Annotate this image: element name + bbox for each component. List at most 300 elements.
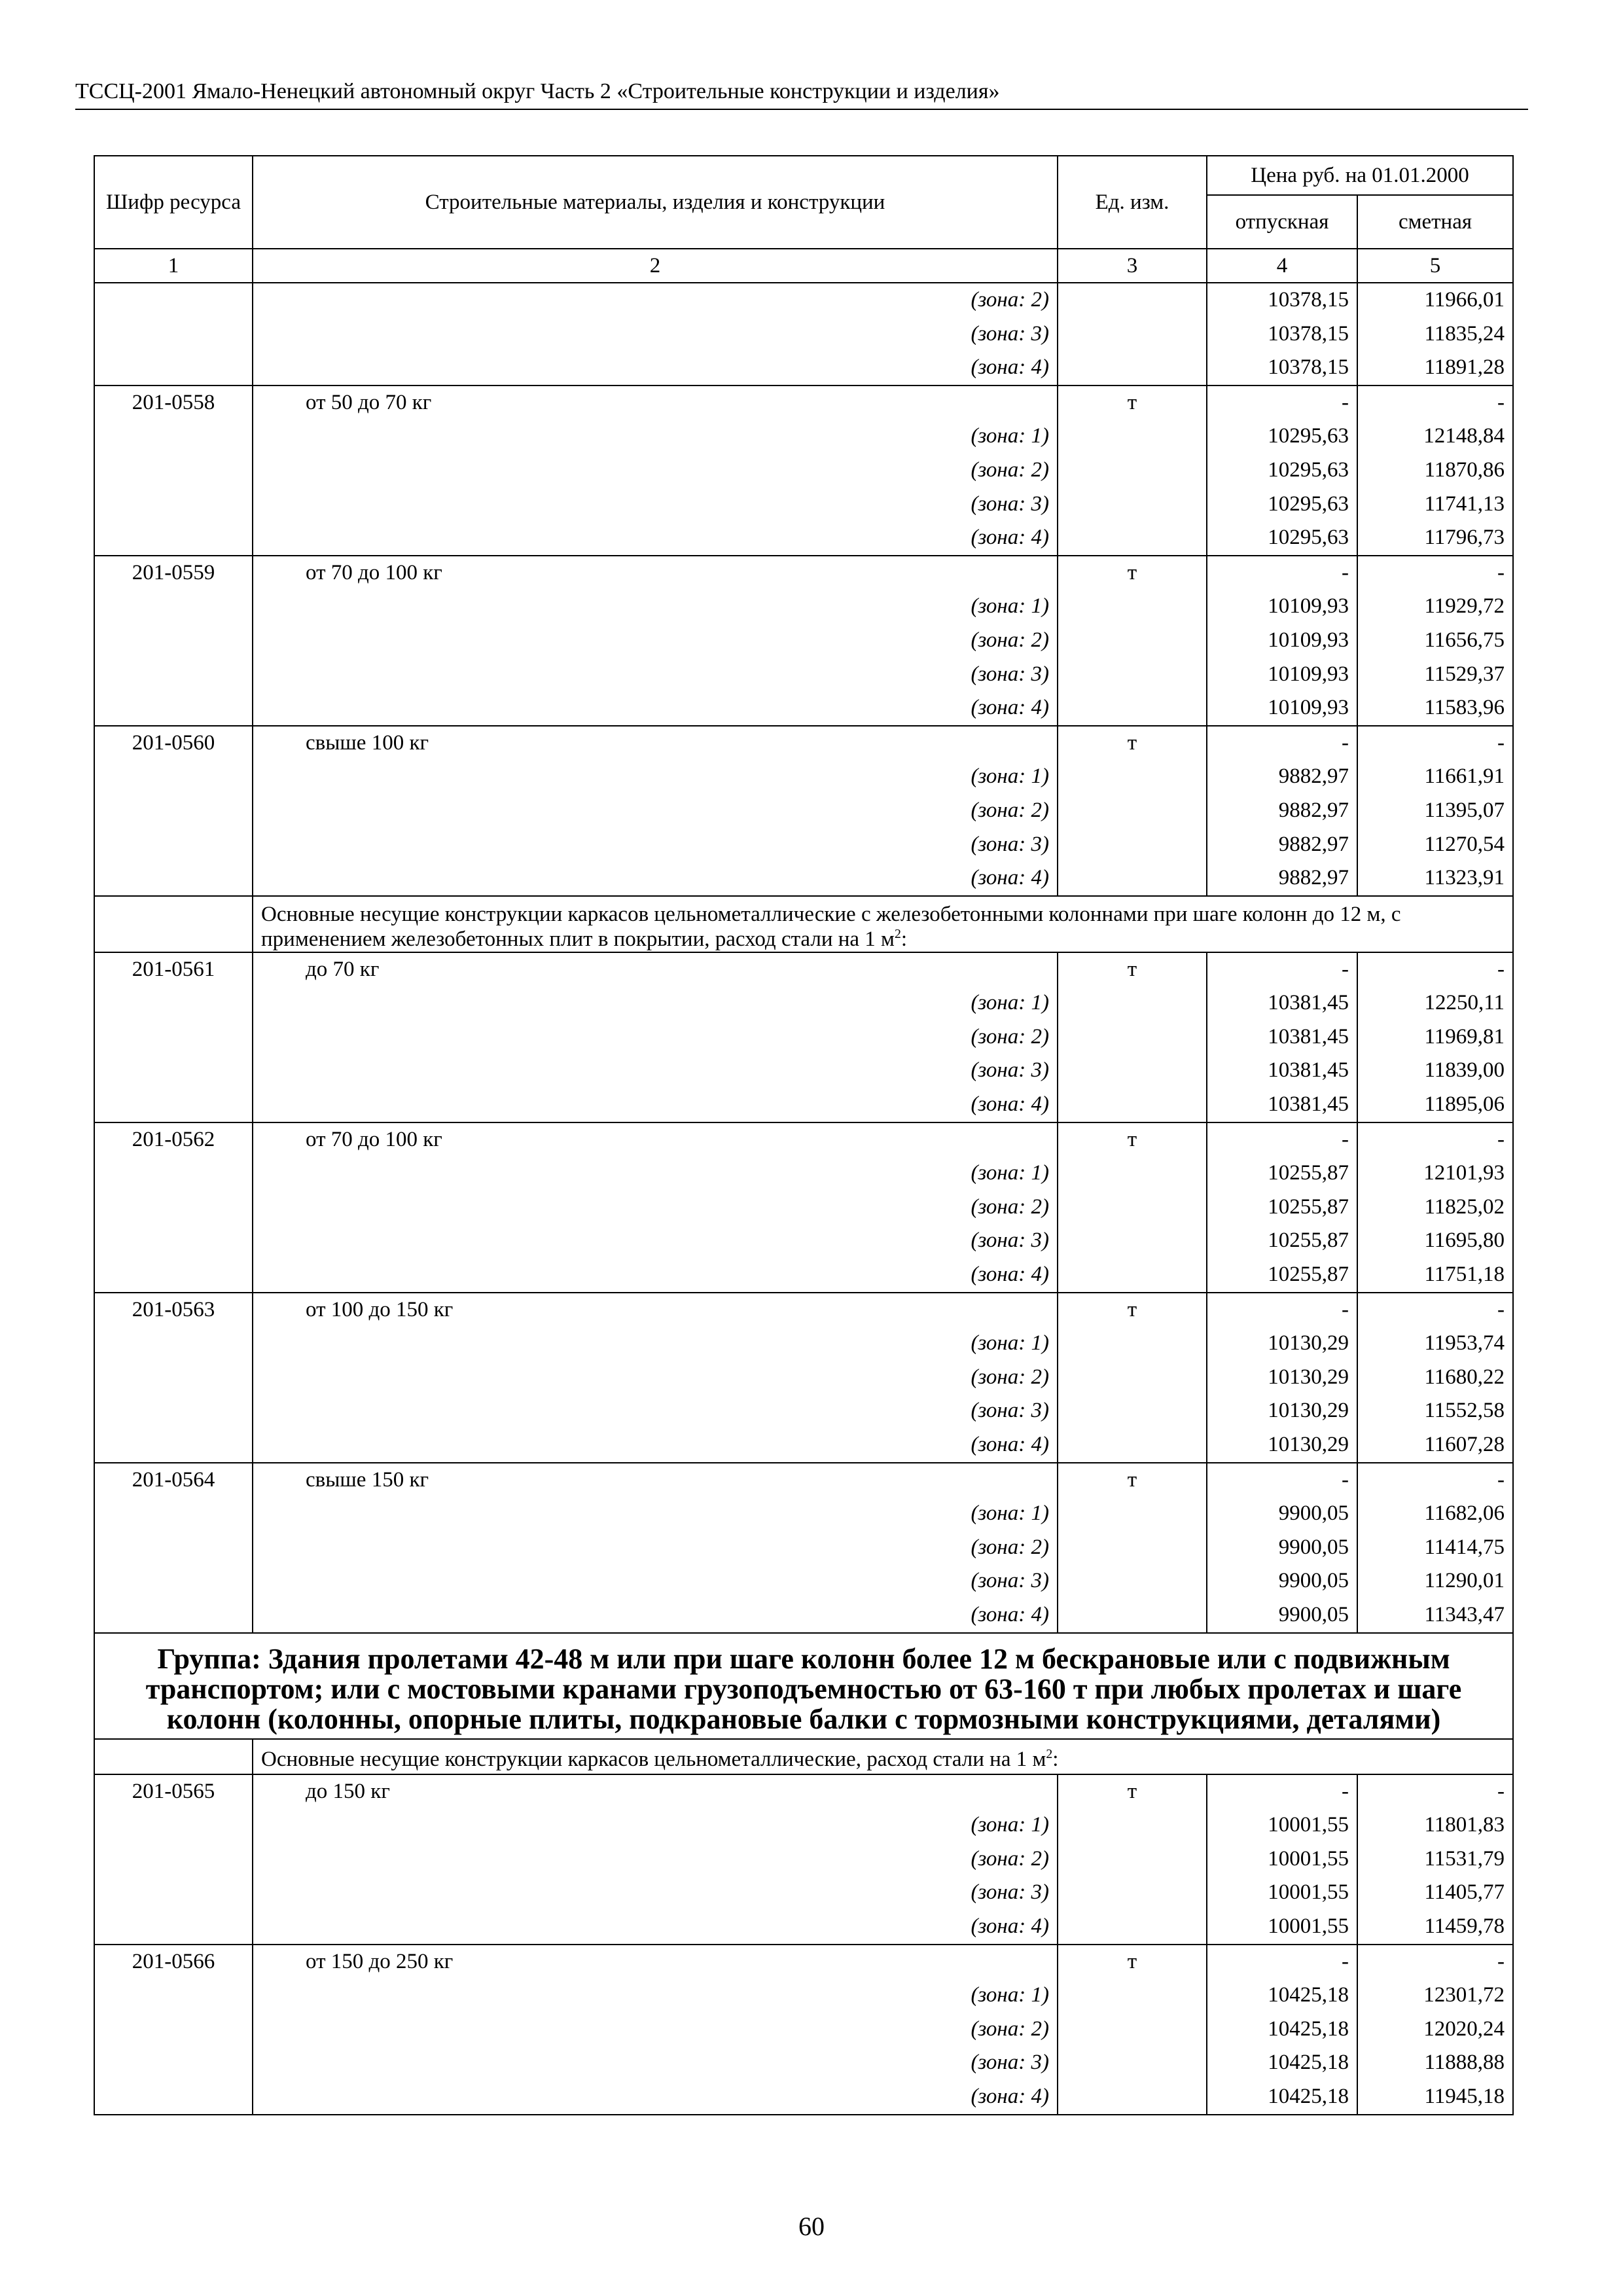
table-row xyxy=(94,590,1513,624)
code-cell xyxy=(94,1910,253,1945)
estimate-price: 11945,18 xyxy=(1357,2080,1513,2115)
zone-label: (зона: 4) xyxy=(253,2080,1058,2115)
table-row xyxy=(94,760,1513,794)
table-row xyxy=(94,1808,1513,1842)
code-cell xyxy=(94,1564,253,1598)
code-cell xyxy=(94,986,253,1020)
release-price: - xyxy=(1207,1774,1357,1809)
resource-code: 201-0561 xyxy=(94,952,253,987)
estimate-price: 11891,28 xyxy=(1357,351,1513,386)
release-price: 10295,63 xyxy=(1207,488,1357,522)
estimate-price: 11680,22 xyxy=(1357,1361,1513,1395)
release-price: 10381,45 xyxy=(1207,1020,1357,1054)
code-cell xyxy=(94,283,253,317)
table-row xyxy=(94,1598,1513,1633)
release-price: 10109,93 xyxy=(1207,590,1357,624)
unit-cell xyxy=(1058,986,1207,1020)
estimate-price: 12101,93 xyxy=(1357,1157,1513,1191)
resource-name: от 70 до 100 кг xyxy=(253,1122,1058,1157)
release-price: 9900,05 xyxy=(1207,1598,1357,1633)
header-col-number: 2 xyxy=(253,249,1058,283)
release-price: - xyxy=(1207,1122,1357,1157)
zone-label: (зона: 3) xyxy=(253,1224,1058,1258)
table-row xyxy=(94,1258,1513,1293)
table-row xyxy=(94,828,1513,862)
unit-cell xyxy=(1058,1808,1207,1842)
estimate-price: 11888,88 xyxy=(1357,2046,1513,2080)
zone-label: (зона: 4) xyxy=(253,691,1058,726)
unit-cell: т xyxy=(1058,1122,1207,1157)
release-price: 10378,15 xyxy=(1207,317,1357,351)
estimate-price: 11839,00 xyxy=(1357,1054,1513,1088)
page-number: 60 xyxy=(798,2212,825,2241)
unit-cell xyxy=(1058,861,1207,896)
zone-label: (зона: 1) xyxy=(253,1497,1058,1531)
estimate-price: 11966,01 xyxy=(1357,283,1513,317)
code-cell xyxy=(94,658,253,692)
header-release: отпускная xyxy=(1207,195,1357,249)
estimate-price: - xyxy=(1357,726,1513,761)
estimate-price: 11656,75 xyxy=(1357,624,1513,658)
resource-code: 201-0566 xyxy=(94,1945,253,1979)
zone-label: (зона: 2) xyxy=(253,2013,1058,2047)
header-price: Цена руб. на 01.01.2000 xyxy=(1207,156,1513,195)
zone-label: (зона: 3) xyxy=(253,317,1058,351)
section-title xyxy=(253,896,1513,952)
code-cell xyxy=(94,2046,253,2080)
release-price: 10001,55 xyxy=(1207,1842,1357,1876)
zone-label: (зона: 2) xyxy=(253,1361,1058,1395)
table-row xyxy=(94,1945,1513,1979)
code-cell xyxy=(94,1157,253,1191)
zone-label: (зона: 2) xyxy=(253,1191,1058,1225)
estimate-price: 11796,73 xyxy=(1357,521,1513,556)
code-cell xyxy=(94,1598,253,1633)
release-price: 10130,29 xyxy=(1207,1428,1357,1463)
release-price: 10381,45 xyxy=(1207,1088,1357,1122)
section-row xyxy=(94,896,1513,952)
table-row xyxy=(94,2080,1513,2115)
zone-label: (зона: 1) xyxy=(253,420,1058,454)
section-tail: : xyxy=(901,927,907,951)
release-price: 10425,18 xyxy=(1207,2046,1357,2080)
code-cell xyxy=(94,454,253,488)
table-row xyxy=(94,1876,1513,1910)
unit-cell xyxy=(1058,1258,1207,1293)
estimate-price: 11661,91 xyxy=(1357,760,1513,794)
code-cell xyxy=(94,624,253,658)
unit-cell xyxy=(1058,1842,1207,1876)
unit-cell: т xyxy=(1058,1774,1207,1809)
unit-cell xyxy=(1058,1088,1207,1122)
price-table xyxy=(94,155,1514,2115)
unit-cell: т xyxy=(1058,1945,1207,1979)
table-row xyxy=(94,691,1513,726)
unit-cell xyxy=(1058,351,1207,386)
zone-label: (зона: 4) xyxy=(253,1258,1058,1293)
unit-cell xyxy=(1058,1598,1207,1633)
resource-code: 201-0564 xyxy=(94,1463,253,1498)
code-cell xyxy=(94,1020,253,1054)
code-cell xyxy=(94,351,253,386)
unit-cell: т xyxy=(1058,386,1207,420)
header-unit: Ед. изм. xyxy=(1058,156,1207,249)
table-row xyxy=(94,488,1513,522)
release-price: 10425,18 xyxy=(1207,1979,1357,2013)
estimate-price: 12250,11 xyxy=(1357,986,1513,1020)
zone-label: (зона: 1) xyxy=(253,1157,1058,1191)
code-cell xyxy=(94,2080,253,2115)
estimate-price: 12020,24 xyxy=(1357,2013,1513,2047)
unit-cell: т xyxy=(1058,1293,1207,1327)
estimate-price: 11323,91 xyxy=(1357,861,1513,896)
estimate-price: 11405,77 xyxy=(1357,1876,1513,1910)
code-cell xyxy=(94,1531,253,1565)
estimate-price: 11607,28 xyxy=(1357,1428,1513,1463)
unit-cell xyxy=(1058,1224,1207,1258)
unit-cell xyxy=(1058,1327,1207,1361)
release-price: 10130,29 xyxy=(1207,1361,1357,1395)
table-row xyxy=(94,726,1513,761)
unit-cell xyxy=(1058,794,1207,828)
code-cell xyxy=(94,1054,253,1088)
resource-name: свыше 150 кг xyxy=(253,1463,1058,1498)
estimate-price: 11870,86 xyxy=(1357,454,1513,488)
estimate-price: 12301,72 xyxy=(1357,1979,1513,2013)
table-row xyxy=(94,1293,1513,1327)
resource-name: от 150 до 250 кг xyxy=(253,1945,1058,1979)
superscript: 2 xyxy=(894,926,901,941)
table-row xyxy=(94,1191,1513,1225)
estimate-price: - xyxy=(1357,386,1513,420)
zone-label: (зона: 3) xyxy=(253,488,1058,522)
code-cell xyxy=(94,1739,253,1774)
table-row xyxy=(94,1361,1513,1395)
table-row xyxy=(94,317,1513,351)
zone-label: (зона: 1) xyxy=(253,1979,1058,2013)
estimate-price: 11835,24 xyxy=(1357,317,1513,351)
zone-label: (зона: 1) xyxy=(253,590,1058,624)
resource-code: 201-0565 xyxy=(94,1774,253,1809)
table-row xyxy=(94,1428,1513,1463)
code-cell xyxy=(94,1979,253,2013)
estimate-price: 11929,72 xyxy=(1357,590,1513,624)
zone-label: (зона: 4) xyxy=(253,1910,1058,1945)
code-cell xyxy=(94,1327,253,1361)
code-cell xyxy=(94,488,253,522)
header-col-number: 3 xyxy=(1058,249,1207,283)
code-cell xyxy=(94,521,253,556)
zone-label: (зона: 2) xyxy=(253,454,1058,488)
header-col-number: 1 xyxy=(94,249,253,283)
section-row xyxy=(94,1739,1513,1774)
estimate-price: 11583,96 xyxy=(1357,691,1513,726)
code-cell xyxy=(94,691,253,726)
table-row xyxy=(94,556,1513,590)
code-cell xyxy=(94,1361,253,1395)
table-row xyxy=(94,1327,1513,1361)
resource-name: до 150 кг xyxy=(253,1774,1058,1809)
table-body xyxy=(94,283,1513,2115)
release-price: 10109,93 xyxy=(1207,658,1357,692)
estimate-price: 11751,18 xyxy=(1357,1258,1513,1293)
code-cell xyxy=(94,420,253,454)
release-price: 10109,93 xyxy=(1207,691,1357,726)
header-name: Строительные материалы, изделия и конструкции xyxy=(253,156,1058,249)
unit-cell xyxy=(1058,1876,1207,1910)
release-price: 10255,87 xyxy=(1207,1224,1357,1258)
zone-label: (зона: 2) xyxy=(253,1842,1058,1876)
release-price: 10295,63 xyxy=(1207,420,1357,454)
release-price: 9882,97 xyxy=(1207,861,1357,896)
estimate-price: 11969,81 xyxy=(1357,1020,1513,1054)
estimate-price: 11395,07 xyxy=(1357,794,1513,828)
unit-cell xyxy=(1058,1910,1207,1945)
release-price: 10255,87 xyxy=(1207,1191,1357,1225)
table-row xyxy=(94,624,1513,658)
unit-cell xyxy=(1058,2080,1207,2115)
unit-cell xyxy=(1058,1497,1207,1531)
unit-cell xyxy=(1058,1428,1207,1463)
zone-label: (зона: 4) xyxy=(253,1598,1058,1633)
code-cell xyxy=(94,794,253,828)
table-row xyxy=(94,1054,1513,1088)
release-price: - xyxy=(1207,1293,1357,1327)
release-price: 10425,18 xyxy=(1207,2013,1357,2047)
release-price: 9882,97 xyxy=(1207,760,1357,794)
code-cell xyxy=(94,1224,253,1258)
zone-label: (зона: 3) xyxy=(253,1394,1058,1428)
estimate-price: 11953,74 xyxy=(1357,1327,1513,1361)
resource-name: свыше 100 кг xyxy=(253,726,1058,761)
code-cell xyxy=(94,1497,253,1531)
release-price: 9882,97 xyxy=(1207,828,1357,862)
code-cell xyxy=(94,1191,253,1225)
table-row xyxy=(94,2013,1513,2047)
estimate-price: 11825,02 xyxy=(1357,1191,1513,1225)
code-cell xyxy=(94,2013,253,2047)
estimate-price: 12148,84 xyxy=(1357,420,1513,454)
unit-cell xyxy=(1058,1564,1207,1598)
zone-label: (зона: 1) xyxy=(253,1327,1058,1361)
code-cell xyxy=(94,317,253,351)
release-price: 9900,05 xyxy=(1207,1564,1357,1598)
table-row xyxy=(94,420,1513,454)
unit-cell: т xyxy=(1058,1463,1207,1498)
release-price: 10130,29 xyxy=(1207,1394,1357,1428)
zone-label: (зона: 1) xyxy=(253,986,1058,1020)
code-cell xyxy=(94,760,253,794)
table-row xyxy=(94,521,1513,556)
zone-label: (зона: 3) xyxy=(253,658,1058,692)
resource-code: 201-0563 xyxy=(94,1293,253,1327)
release-price: - xyxy=(1207,952,1357,987)
table-row xyxy=(94,386,1513,420)
resource-name: от 50 до 70 кг xyxy=(253,386,1058,420)
release-price: - xyxy=(1207,726,1357,761)
unit-cell xyxy=(1058,1394,1207,1428)
estimate-price: 11531,79 xyxy=(1357,1842,1513,1876)
zone-label: (зона: 3) xyxy=(253,2046,1058,2080)
estimate-price: - xyxy=(1357,1774,1513,1809)
table-row xyxy=(94,1394,1513,1428)
unit-cell xyxy=(1058,317,1207,351)
estimate-price: 11741,13 xyxy=(1357,488,1513,522)
zone-label: (зона: 3) xyxy=(253,1564,1058,1598)
estimate-price: 11895,06 xyxy=(1357,1088,1513,1122)
zone-label: (зона: 4) xyxy=(253,521,1058,556)
release-price: 9882,97 xyxy=(1207,794,1357,828)
unit-cell xyxy=(1058,1020,1207,1054)
release-price: - xyxy=(1207,556,1357,590)
release-price: 10001,55 xyxy=(1207,1910,1357,1945)
code-cell xyxy=(94,1876,253,1910)
unit-cell xyxy=(1058,1191,1207,1225)
zone-label: (зона: 3) xyxy=(253,828,1058,862)
code-cell xyxy=(94,828,253,862)
release-price: 10425,18 xyxy=(1207,2080,1357,2115)
unit-cell: т xyxy=(1058,952,1207,987)
code-cell xyxy=(94,1394,253,1428)
unit-cell xyxy=(1058,691,1207,726)
zone-label: (зона: 3) xyxy=(253,1054,1058,1088)
resource-name: от 100 до 150 кг xyxy=(253,1293,1058,1327)
table-row xyxy=(94,1531,1513,1565)
section-title xyxy=(253,1739,1513,1774)
zone-label: (зона: 4) xyxy=(253,1428,1058,1463)
zone-label: (зона: 3) xyxy=(253,1876,1058,1910)
header-code: Шифр ресурса xyxy=(94,156,253,249)
estimate-price: - xyxy=(1357,1945,1513,1979)
superscript: 2 xyxy=(1046,1746,1053,1761)
zone-label: (зона: 2) xyxy=(253,1020,1058,1054)
code-cell xyxy=(94,1088,253,1122)
code-cell xyxy=(94,1428,253,1463)
code-cell xyxy=(94,896,253,952)
unit-cell xyxy=(1058,2046,1207,2080)
estimate-price: - xyxy=(1357,556,1513,590)
table-row xyxy=(94,1979,1513,2013)
zone-label: (зона: 2) xyxy=(253,283,1058,317)
header-col-number: 4 xyxy=(1207,249,1357,283)
zone-label: (зона: 1) xyxy=(253,760,1058,794)
estimate-price: 11343,47 xyxy=(1357,1598,1513,1633)
table-row xyxy=(94,351,1513,386)
section-text: Основные несущие конструкции каркасов цельнометаллические, расход стали на 1 м xyxy=(261,1747,1046,1771)
code-cell xyxy=(94,590,253,624)
header-col-number: 5 xyxy=(1357,249,1513,283)
table-row xyxy=(94,1020,1513,1054)
resource-code: 201-0559 xyxy=(94,556,253,590)
unit-cell xyxy=(1058,488,1207,522)
estimate-price: - xyxy=(1357,1293,1513,1327)
unit-cell xyxy=(1058,1531,1207,1565)
release-price: 10255,87 xyxy=(1207,1258,1357,1293)
unit-cell xyxy=(1058,590,1207,624)
code-cell xyxy=(94,1258,253,1293)
estimate-price: 11414,75 xyxy=(1357,1531,1513,1565)
table-row xyxy=(94,1122,1513,1157)
table-row xyxy=(94,952,1513,987)
table-row xyxy=(94,658,1513,692)
release-price: 10109,93 xyxy=(1207,624,1357,658)
estimate-price: 11529,37 xyxy=(1357,658,1513,692)
table-row xyxy=(94,1224,1513,1258)
unit-cell xyxy=(1058,828,1207,862)
resource-code: 201-0558 xyxy=(94,386,253,420)
table-row xyxy=(94,1463,1513,1498)
estimate-price: 11270,54 xyxy=(1357,828,1513,862)
release-price: - xyxy=(1207,1945,1357,1979)
unit-cell: т xyxy=(1058,556,1207,590)
estimate-price: 11552,58 xyxy=(1357,1394,1513,1428)
section-text: Основные несущие конструкции каркасов цельнометаллические с железобетонными колоннами при шаге колонн до 12 м, с применением железобетонных плит в покрытии, расход стали на 1 м xyxy=(261,902,1401,951)
estimate-price: 11682,06 xyxy=(1357,1497,1513,1531)
zone-label: (зона: 1) xyxy=(253,1808,1058,1842)
release-price: 10255,87 xyxy=(1207,1157,1357,1191)
resource-code: 201-0562 xyxy=(94,1122,253,1157)
table-row xyxy=(94,1157,1513,1191)
estimate-price: 11459,78 xyxy=(1357,1910,1513,1945)
unit-cell xyxy=(1058,760,1207,794)
release-price: 10381,45 xyxy=(1207,1054,1357,1088)
estimate-price: 11801,83 xyxy=(1357,1808,1513,1842)
table-row xyxy=(94,1497,1513,1531)
release-price: 10001,55 xyxy=(1207,1808,1357,1842)
table-row xyxy=(94,1910,1513,1945)
table-row xyxy=(94,1088,1513,1122)
section-tail: : xyxy=(1052,1747,1059,1771)
header-estimate: сметная xyxy=(1357,195,1513,249)
estimate-price: 11290,01 xyxy=(1357,1564,1513,1598)
release-price: 9900,05 xyxy=(1207,1531,1357,1565)
unit-cell xyxy=(1058,2013,1207,2047)
release-price: 10378,15 xyxy=(1207,283,1357,317)
zone-label: (зона: 2) xyxy=(253,624,1058,658)
code-cell xyxy=(94,1808,253,1842)
unit-cell xyxy=(1058,1157,1207,1191)
group-title: Группа: Здания пролетами 42-48 м или при шаге колонн более 12 м бескрановые или с подвижным транспортом; или с мостовыми кранами грузоподъемностью от 63-160 т при любых пролетах и шаге колонн (колонны, опорные плиты, подкрановые балки с тормозными конструкциями, деталями) xyxy=(94,1633,1513,1739)
table-row xyxy=(94,861,1513,896)
table-row xyxy=(94,283,1513,317)
zone-label: (зона: 4) xyxy=(253,861,1058,896)
resource-name: до 70 кг xyxy=(253,952,1058,987)
unit-cell xyxy=(1058,454,1207,488)
release-price: 10001,55 xyxy=(1207,1876,1357,1910)
resource-name: от 70 до 100 кг xyxy=(253,556,1058,590)
table-row xyxy=(94,794,1513,828)
release-price: 10381,45 xyxy=(1207,986,1357,1020)
code-cell xyxy=(94,1842,253,1876)
zone-label: (зона: 2) xyxy=(253,1531,1058,1565)
code-cell xyxy=(94,861,253,896)
release-price: 9900,05 xyxy=(1207,1497,1357,1531)
release-price: 10130,29 xyxy=(1207,1327,1357,1361)
estimate-price: - xyxy=(1357,952,1513,987)
unit-cell xyxy=(1058,521,1207,556)
table-row xyxy=(94,986,1513,1020)
zone-label: (зона: 4) xyxy=(253,351,1058,386)
unit-cell xyxy=(1058,624,1207,658)
estimate-price: 11695,80 xyxy=(1357,1224,1513,1258)
unit-cell xyxy=(1058,1361,1207,1395)
release-price: - xyxy=(1207,1463,1357,1498)
group-row xyxy=(94,1633,1513,1739)
unit-cell: т xyxy=(1058,726,1207,761)
estimate-price: - xyxy=(1357,1122,1513,1157)
release-price: 10295,63 xyxy=(1207,454,1357,488)
release-price: - xyxy=(1207,386,1357,420)
